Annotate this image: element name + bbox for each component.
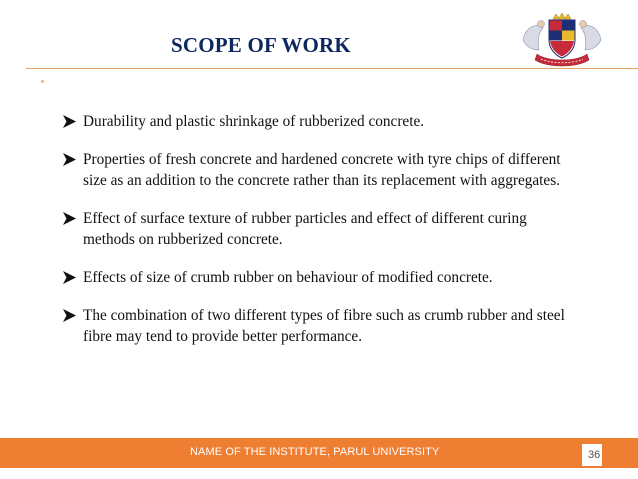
list-item-text: Effects of size of crumb rubber on behaviour of modified concrete. <box>83 269 493 286</box>
list-item <box>62 208 582 250</box>
arrow-bullet-icon <box>62 308 77 323</box>
list-item <box>62 111 582 132</box>
footer-institute-name: NAME OF THE INSTITUTE, PARUL UNIVERSITY <box>190 446 440 458</box>
list-item-text: Durability and plastic shrinkage of rubberized concrete. <box>83 113 425 130</box>
decorative-dot <box>41 80 44 83</box>
bullet-list <box>62 111 582 364</box>
arrow-bullet-icon <box>62 152 77 167</box>
header-divider <box>26 68 638 69</box>
slide-title: SCOPE OF WORK <box>171 33 351 57</box>
list-item <box>62 267 582 288</box>
arrow-bullet-icon <box>62 114 77 129</box>
arrow-bullet-icon <box>62 270 77 285</box>
list-item-text: The combination of two different types of fibre such as crumb rubber and steel fibre may tend to provide better performance. <box>83 307 565 345</box>
list-item <box>62 305 582 347</box>
university-crest-icon <box>519 10 605 70</box>
list-item-text: Properties of fresh concrete and hardened concrete with tyre chips of different size as an addition to the concrete rather than its replacement with aggregates. <box>83 151 561 189</box>
list-item-text: Effect of surface texture of rubber particles and effect of different curing methods on rubberized concrete. <box>83 210 527 248</box>
page-number: 36 <box>588 449 601 461</box>
arrow-bullet-icon <box>62 211 77 226</box>
list-item <box>62 149 582 191</box>
